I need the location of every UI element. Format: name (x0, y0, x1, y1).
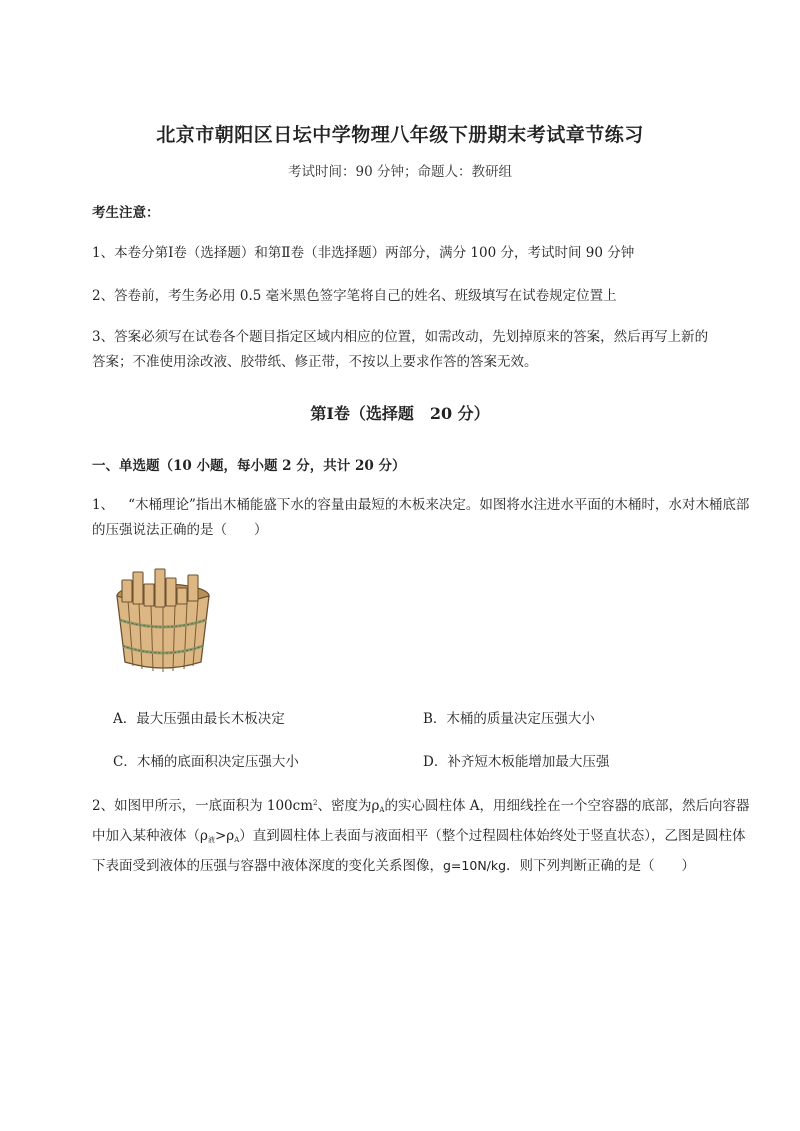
gravity-constant: g=10N/kg (443, 858, 507, 873)
notice-heading: 考生注意： (92, 205, 160, 221)
page-title: 北京市朝阳区日坛中学物理八年级下册期末考试章节练习 (156, 124, 644, 146)
notice-item-2: 2、答卷前，考生务必用 0.5 毫米黑色签字笔将自己的姓名、班级填写在试卷规定位置上 (92, 288, 617, 304)
question-2-text-part: ．则下列判断正确的是（ ） (506, 858, 696, 874)
question-1-option-a[interactable]: A．最大压强由最长木板决定 (113, 711, 285, 727)
question-2-text-part: 2、如图甲所示，一底面积为 100cm (92, 798, 314, 814)
question-2 (92, 790, 752, 879)
question-1-number: 1、 (92, 497, 115, 513)
question-2-text-part: 的实心圆柱体 A，用细线拴在一个空容器的底部，然后向容器中加入某种液体（ρ (92, 798, 750, 844)
question-1-option-c[interactable]: C．木桶的底面积决定压强大小 (113, 754, 299, 770)
notice-item-1: 1、本卷分第Ⅰ卷（选择题）和第Ⅱ卷（非选择题）两部分，满分 100 分，考试时间 90 分钟 (92, 245, 635, 261)
subscript: A (379, 806, 385, 814)
question-2-text-part: ）直到圆柱体上表面与液面相平（整个过程圆柱体始终处于竖直状态），乙图是圆柱体下表面受到液体的压强与容器中液体深度的变化关系图像， (92, 828, 746, 874)
question-2-text-part: 、密度为ρ (317, 798, 380, 814)
wooden-bucket-icon (108, 566, 218, 678)
notice-item-3: 3、答案必须写在试卷各个题目指定区域内相应的位置，如需改动，先划掉原来的答案，然后再写上新的答案；不准使用涂改液、胶带纸、修正带，不按以上要求作答的答案无效。 (92, 329, 709, 370)
question-group-heading: 一、单选题（10 小题，每小题 2 分，共计 20 分） (92, 458, 406, 474)
section-title: 第Ⅰ卷（选择题 20 分） (310, 404, 490, 423)
subscript: A (234, 836, 240, 844)
question-1-option-b[interactable]: B．木桶的质量决定压强大小 (423, 711, 595, 727)
exam-info: 考试时间：90 分钟；命题人：教研组 (288, 164, 512, 180)
question-2-text-part: >ρ (214, 828, 235, 844)
subscript: 液 (207, 836, 215, 844)
question-1-text: “木桶理论”指出木桶能盛下水的容量由最短的木板来决定。如图将水注进水平面的木桶时，水对木桶底部的压强说法正确的是（ ） (92, 497, 750, 538)
superscript: 2 (313, 799, 318, 807)
question-1 (92, 493, 752, 543)
question-1-option-d[interactable]: D．补齐短木板能增加最大压强 (423, 754, 610, 770)
